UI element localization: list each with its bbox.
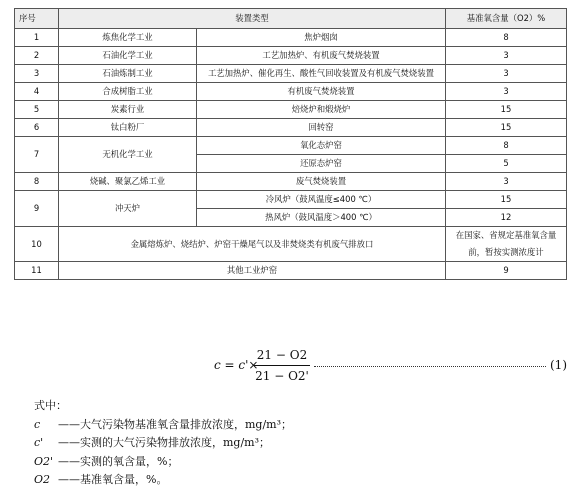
row-device: 焦炉烟囱 (197, 29, 446, 47)
row-device: 金属熔炼炉、烧结炉、炉窑干燥尾气以及非焚烧类有机废气排放口 (59, 227, 446, 262)
table-row (15, 227, 567, 262)
row-no: 9 (15, 191, 59, 227)
definition-item (34, 416, 292, 435)
definition-text: ——基准氧含量，%。 (58, 473, 168, 487)
row-device: 热风炉（鼓风温度＞400 ℃） (197, 209, 446, 227)
table-row (15, 65, 567, 83)
formula-fraction (254, 346, 310, 385)
row-device: 废气焚烧装置 (197, 173, 446, 191)
definition-symbol: c' (34, 436, 44, 450)
row-oxygen: 3 (446, 65, 567, 83)
row-industry: 石油化学工业 (59, 47, 197, 65)
table-row (15, 119, 567, 137)
dot-leader (314, 366, 546, 367)
row-oxygen: 15 (446, 191, 567, 209)
row-industry: 炭素行业 (59, 101, 197, 119)
row-device: 还原态炉窑 (197, 155, 446, 173)
definition-symbol: O2' (34, 454, 54, 468)
header-oxygen: 基准氧含量（O2）% (446, 9, 567, 29)
row-oxygen: 8 (446, 29, 567, 47)
table-row (15, 29, 567, 47)
table-row (15, 137, 567, 155)
definitions-intro: 式中： (34, 399, 67, 412)
row-industry: 合成树脂工业 (59, 83, 197, 101)
row-oxygen: 3 (446, 47, 567, 65)
row-industry: 无机化学工业 (59, 137, 197, 173)
row-device: 有机废气焚烧装置 (197, 83, 446, 101)
row-oxygen: 5 (446, 155, 567, 173)
table-row (15, 173, 567, 191)
table-header-row (15, 9, 567, 29)
row-no: 5 (15, 101, 59, 119)
row-industry: 钛白粉厂 (59, 119, 197, 137)
row-no: 10 (15, 227, 59, 262)
table-row (15, 83, 567, 101)
formula-lhs: c = c'× (214, 358, 259, 372)
row-device: 回转窑 (197, 119, 446, 137)
variable-definitions (34, 397, 292, 490)
definition-text: ——实测的氧含量，%； (58, 454, 179, 468)
row-oxygen: 3 (446, 173, 567, 191)
row-no: 3 (15, 65, 59, 83)
fraction-bar (254, 365, 310, 366)
row-industry: 冲天炉 (59, 191, 197, 227)
header-no: 序号 (15, 9, 59, 29)
definition-item (34, 471, 292, 490)
row-oxygen: 15 (446, 119, 567, 137)
conversion-formula (214, 346, 574, 390)
row-device: 工艺加热炉、催化再生、酸性气回收装置及有机废气焚烧装置 (197, 65, 446, 83)
row-oxygen: 9 (446, 262, 567, 280)
row-oxygen: 15 (446, 101, 567, 119)
row-no: 2 (15, 47, 59, 65)
formula-denominator: 21 − O2' (255, 369, 309, 383)
row-no: 7 (15, 137, 59, 173)
row-oxygen: 在国家、省规定基准氧含量前，暂按实测浓度计 (446, 227, 567, 262)
table-row (15, 47, 567, 65)
row-oxygen: 12 (446, 209, 567, 227)
row-no: 8 (15, 173, 59, 191)
row-no: 6 (15, 119, 59, 137)
table-row (15, 191, 567, 209)
row-no: 1 (15, 29, 59, 47)
row-oxygen: 3 (446, 83, 567, 101)
definition-item (34, 453, 292, 472)
row-device: 氧化态炉窑 (197, 137, 446, 155)
equation-number: (1) (550, 358, 567, 372)
header-device-type: 装置类型 (59, 9, 446, 29)
row-industry: 烧碱、聚氯乙烯工业 (59, 173, 197, 191)
table-row (15, 262, 567, 280)
row-device: 焙烧炉和煅烧炉 (197, 101, 446, 119)
definition-symbol: c (34, 417, 41, 431)
row-no: 11 (15, 262, 59, 280)
definition-item (34, 434, 292, 453)
definition-text: ——实测的大气污染物排放浓度，mg/m³； (58, 436, 271, 450)
table-row (15, 101, 567, 119)
row-device: 工艺加热炉、有机废气焚烧装置 (197, 47, 446, 65)
formula-numerator: 21 − O2 (256, 348, 308, 362)
oxygen-standard-table (14, 8, 567, 280)
row-device: 其他工业炉窑 (59, 262, 446, 280)
row-oxygen: 8 (446, 137, 567, 155)
row-industry: 石油炼制工业 (59, 65, 197, 83)
definition-text: ——大气污染物基准氧含量排放浓度，mg/m³； (58, 417, 293, 431)
definition-symbol: O2 (34, 473, 51, 487)
row-no: 4 (15, 83, 59, 101)
row-device: 冷风炉（鼓风温度≤400 ℃） (197, 191, 446, 209)
row-industry: 炼焦化学工业 (59, 29, 197, 47)
